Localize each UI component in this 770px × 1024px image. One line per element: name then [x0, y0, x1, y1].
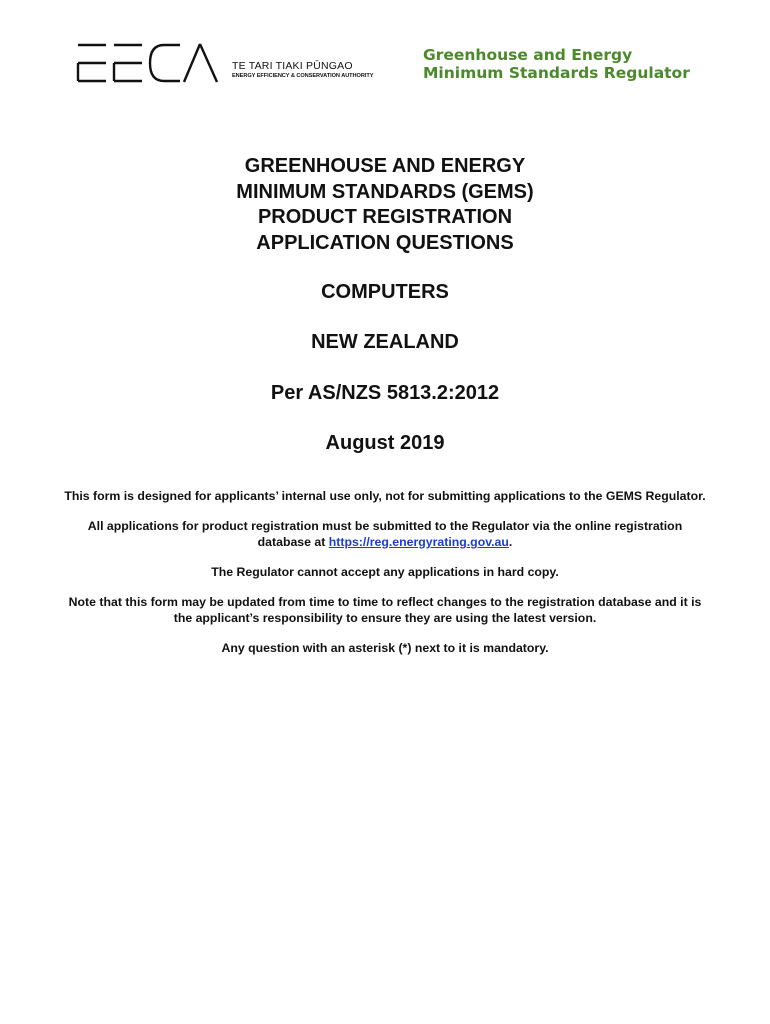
country: NEW ZEALAND	[311, 331, 459, 353]
title-line-4: APPLICATION QUESTIONS	[256, 231, 514, 254]
online-submission-note	[60, 518, 710, 550]
eeca-logo	[76, 42, 224, 84]
eeca-tagline	[232, 60, 382, 80]
document-date: August 2019	[325, 432, 445, 454]
instructions	[60, 488, 710, 670]
mandatory-note: Any question with an asterisk (*) next to it is mandatory.	[221, 641, 549, 655]
title-line-2: MINIMUM STANDARDS (GEMS)	[236, 180, 534, 203]
online-note-text: All applications for product registration must be submitted to the Regulator via the online registration database at	[87, 519, 683, 549]
regulator-line-1: Greenhouse and Energy	[423, 46, 633, 64]
internal-use-note: This form is designed for applicants’ internal use only, not for submitting applications to the GEMS Regulator.	[64, 489, 706, 503]
updates-note: Note that this form may be updated from time to time to reflect changes to the registration database and it is the applicant’s responsibility to ensure they are using the latest version.	[68, 595, 702, 625]
title-line-1: GREENHOUSE AND ENERGY	[244, 155, 526, 177]
title-line-3: PRODUCT REGISTRATION	[257, 206, 513, 228]
online-note-suffix: .	[508, 535, 513, 549]
page-header	[0, 36, 770, 96]
eeca-english-name: ENERGY EFFICIENCY & CONSERVATION AUTHORITY	[232, 73, 374, 79]
regulator-logo	[423, 46, 690, 82]
registration-database-link[interactable]: https://reg.energyrating.gov.au	[328, 535, 509, 549]
regulator-line-2: Minimum Standards Regulator	[423, 64, 690, 82]
standard-reference: Per AS/NZS 5813.2:2012	[270, 382, 500, 404]
eeca-maori-name: TE TARI TIAKI PŪNGAO	[232, 60, 353, 72]
product-category: COMPUTERS	[321, 281, 449, 303]
hard-copy-note: The Regulator cannot accept any applications in hard copy.	[211, 565, 559, 579]
document-title	[0, 154, 770, 256]
